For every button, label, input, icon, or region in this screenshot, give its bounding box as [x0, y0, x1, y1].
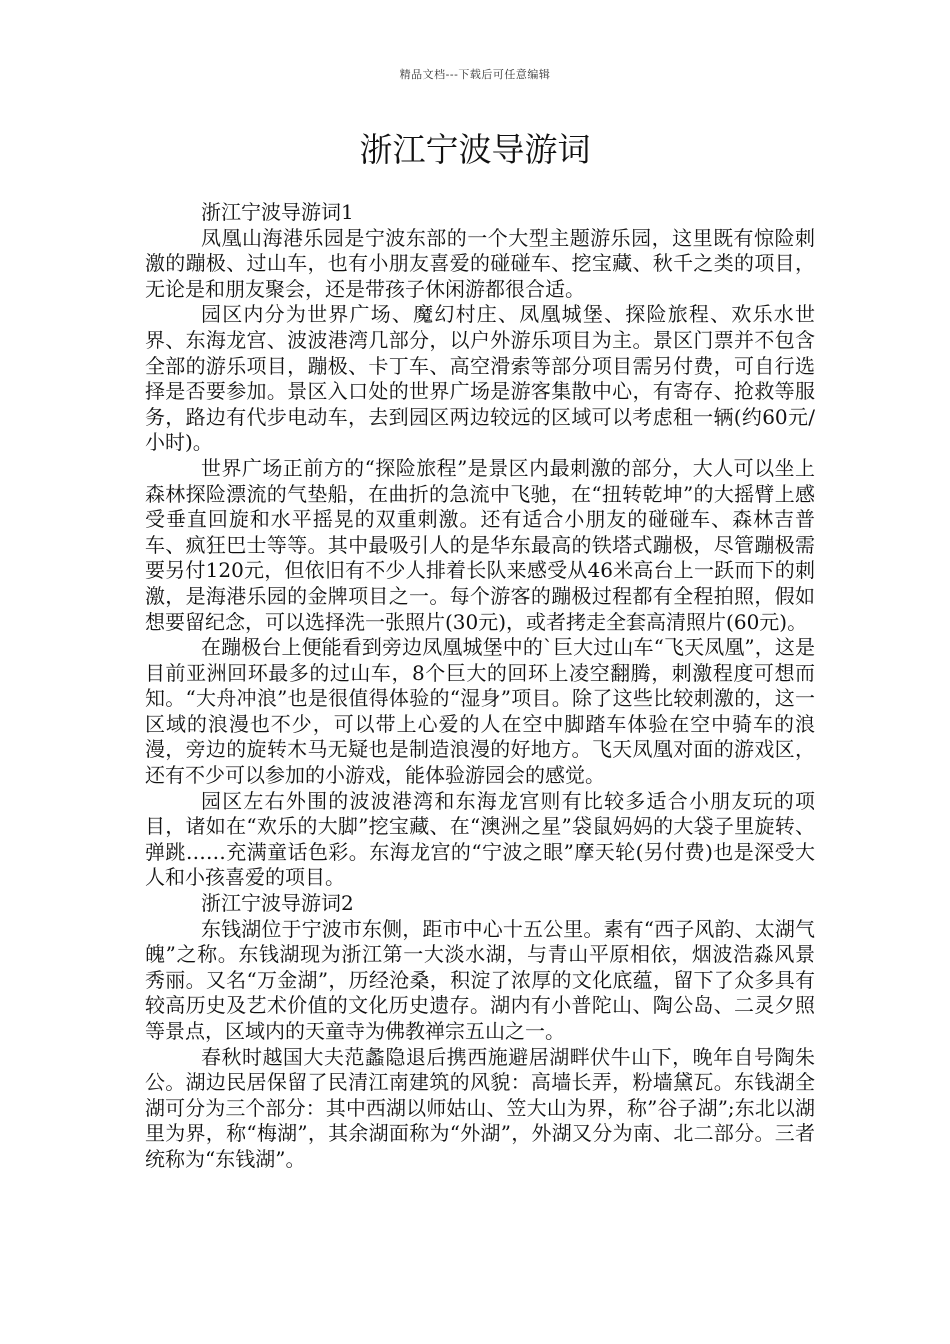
paragraph: 东钱湖位于宁波市东侧，距市中心十五公里。素有“西子风韵、太湖气魄”之称。东钱湖现为浙江第一大淡水湖，与青山平原相依，烟波浩淼风景秀丽。又名“万金湖”，历经沧桑，积淀了浓厚的文化底蕴，留下了众多具有较高历史及艺术价值的文化历史遗存。湖内有小普陀山、陶公岛、二灵夕照等景点，区域内的天童寺为佛教禅宗五山之一。	[145, 916, 815, 1043]
paragraph: 园区内分为世界广场、魔幻村庄、凤凰城堡、探险旅程、欢乐水世界、东海龙宫、波波港湾几部分，以户外游乐项目为主。景区门票并不包含全部的游乐项目，蹦极、卡丁车、高空滑索等部分项目需另付费，可自行选择是否要参加。景区入口处的世界广场是游客集散中心，有寄存、抢救等服务，路边有代步电动车，去到园区两边较远的区域可以考虑租一辆(约60元/小时)。	[145, 302, 815, 455]
paragraph: 春秋时越国大夫范蠡隐退后携西施避居湖畔伏牛山下，晚年自号陶朱公。湖边民居保留了民清江南建筑的风貌：高墙长弄，粉墙黛瓦。东钱湖全湖可分为三个部分：其中西湖以师姑山、笠大山为界，称”谷子湖”;东北以湖里为界，称“梅湖”，其余湖面称为“外湖”，外湖又分为南、北二部分。三者统称为“东钱湖”。	[145, 1044, 815, 1171]
document-body	[145, 200, 815, 1173]
section-heading: 浙江宁波导游词1	[201, 200, 354, 224]
header-note: 精品文档---下载后可任意编辑	[399, 68, 551, 81]
paragraph: 凤凰山海港乐园是宁波东部的一个大型主题游乐园，这里既有惊险刺激的蹦极、过山车，也有小朋友喜爱的碰碰车、挖宝藏、秋千之类的项目，无论是和朋友聚会，还是带孩子休闲游都很合适。	[145, 225, 815, 301]
page-title: 浙江宁波导游词	[359, 130, 591, 169]
paragraph: 在蹦极台上便能看到旁边凤凰城堡中的`巨大过山车“飞天凤凰”，这是目前亚洲回环最多的过山车，8个巨大的回环上凌空翻腾，刺激程度可想而知。“大舟冲浪”也是很值得体验的“湿身”项目。除了这些比较刺激的，这一区域的浪漫也不少，可以带上心爱的人在空中脚踏车体验在空中骑车的浪漫，旁边的旋转木马无疑也是制造浪漫的好地方。飞天凤凰对面的游戏区，还有不少可以参加的小游戏，能体验游园会的感觉。	[145, 635, 815, 788]
paragraph: 世界广场正前方的“探险旅程”是景区内最刺激的部分，大人可以坐上森林探险漂流的气垫船，在曲折的急流中飞驰，在“扭转乾坤”的大摇臂上感受垂直回旋和水平摇晃的双重刺激。还有适合小朋友的碰碰车、森林吉普车、疯狂巴士等等。其中最吸引人的是华东最高的铁塔式蹦极，尽管蹦极需要另付120元，但依旧有不少人排着长队来感受从46米高台上一跃而下的刺激，是海港乐园的金牌项目之一。每个游客的蹦极过程都有全程拍照，假如想要留纪念，可以选择洗一张照片(30元)，或者拷走全套高清照片(60元)。	[145, 455, 815, 634]
paragraph: 园区左右外围的波波港湾和东海龙宫则有比较多适合小朋友玩的项目，诸如在“欢乐的大脚”挖宝藏、在“澳洲之星”袋鼠妈妈的大袋子里旋转、弹跳……充满童话色彩。东海龙宫的“宁波之眼”摩天轮(另付费)也是深受大人和小孩喜爱的项目。	[145, 788, 815, 890]
section-heading: 浙江宁波导游词2	[201, 891, 354, 916]
